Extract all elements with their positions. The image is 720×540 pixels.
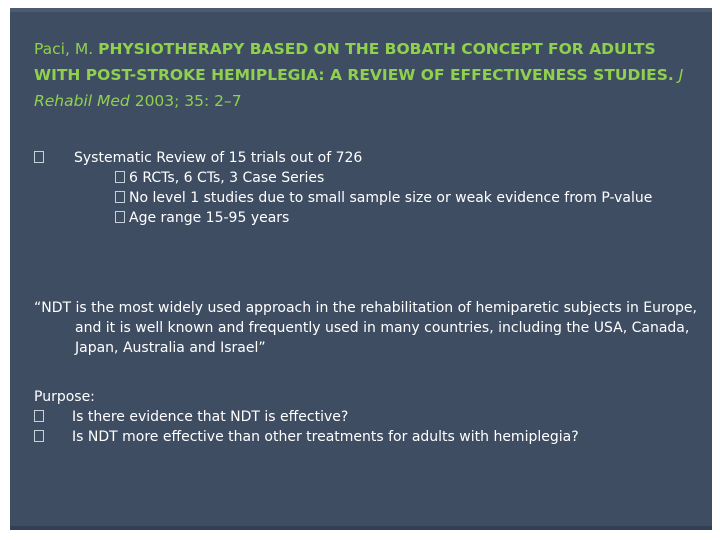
purpose-heading: Purpose:	[34, 389, 95, 405]
review-sub-text-2: No level 1 studies due to small sample size or weak evidence from P-value	[129, 190, 653, 206]
bullet-icon	[115, 211, 125, 223]
purpose-item	[34, 427, 636, 447]
review-sub-item	[34, 188, 694, 208]
bullet-icon	[34, 410, 44, 422]
purpose-text-2: Is NDT more effective than other treatments for adults with hemiplegia?	[72, 429, 579, 445]
title-article: PHYSIOTHERAPY BASED ON THE BOBATH CONCEPT FOR ADULTS WITH POST-STROKE HEMIPLEGIA: A REVIEW OF EFFECTIVENESS STUDIES.	[34, 40, 674, 84]
title-author: Paci, M.	[34, 40, 94, 58]
review-sub-text-1: 6 RCTs, 6 CTs, 3 Case Series	[129, 170, 325, 186]
slide-panel-highlight	[10, 8, 712, 12]
purpose-text-1: Is there evidence that NDT is effective?	[72, 409, 349, 425]
slide-panel-shadow	[10, 526, 712, 530]
title-citation: 2003; 35: 2–7	[134, 92, 242, 110]
bullet-icon	[115, 171, 125, 183]
bullet-icon	[34, 430, 44, 442]
review-section	[34, 148, 694, 228]
review-sub-item	[34, 168, 694, 188]
slide-title	[34, 36, 694, 114]
purpose-section	[34, 387, 694, 447]
bullet-icon	[115, 191, 125, 203]
ndt-quote: “NDT is the most widely used approach in the rehabilitation of hemiparetic subjects in Europe, and it is well known and frequently used in many countries, including the USA, Canada, Japan, Australia and Israel”	[34, 300, 697, 356]
review-sub-item	[34, 208, 694, 228]
review-sub-text-3: Age range 15-95 years	[129, 210, 290, 226]
review-main-text: Systematic Review of 15 trials out of 726	[74, 150, 363, 166]
title-journal: J Rehabil Med	[34, 66, 684, 110]
bullet-icon	[34, 151, 44, 163]
review-main-item	[34, 148, 694, 168]
purpose-item	[34, 407, 694, 427]
